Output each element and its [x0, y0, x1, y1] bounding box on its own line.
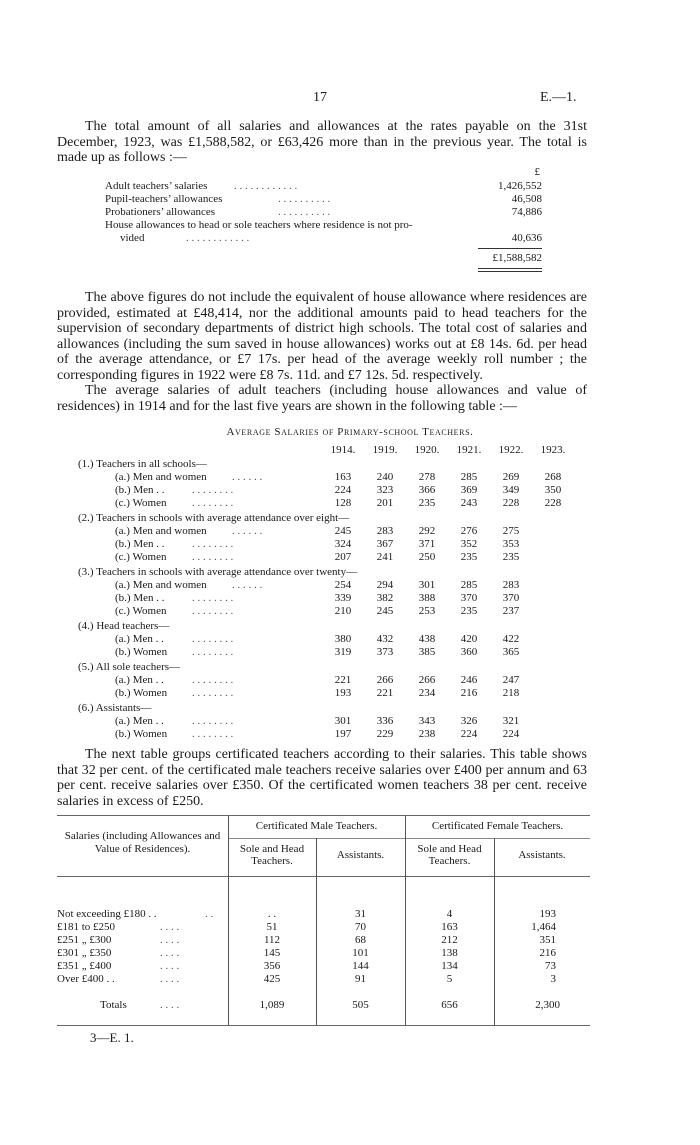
sub-header: Sole and Head Teachers.	[417, 843, 482, 867]
cell: 301	[418, 579, 436, 591]
cell: 193	[334, 687, 352, 699]
cell: 221	[376, 687, 394, 699]
row-label: (a.) Men . .	[115, 633, 164, 645]
cell: 73	[545, 960, 556, 972]
cell: 243	[460, 497, 478, 509]
row-label: (b.) Women	[115, 728, 168, 740]
leader-dots: . . . . . .	[232, 471, 263, 483]
row-label: (c.) Women	[115, 605, 167, 617]
leader-dots: . . . . . . . . . .	[278, 206, 331, 218]
row-label: (c.) Women	[115, 551, 167, 563]
paragraph-certificated-teachers: The next table groups certificated teachers according to their salaries. This table shows that 32 per cent. of the certificated male teachers receive salaries over £400 per annum and 63 per cent. receive salaries over £350. Of the certificated women teachers 38 per cent. receive salaries in excess of £250.	[57, 747, 587, 809]
cell: 343	[418, 715, 436, 727]
cell: 294	[376, 579, 394, 591]
cell: . .	[267, 908, 277, 920]
row-label: (a.) Men and women	[115, 525, 207, 537]
row-label: (b.) Men . .	[115, 538, 165, 550]
row-label: (a.) Men . .	[115, 674, 164, 686]
group-heading: (6.) Assistants—	[78, 702, 152, 714]
currency-symbol: £	[534, 166, 540, 178]
cell: 425	[263, 973, 281, 985]
year-header: 1923.	[540, 444, 566, 456]
cell: 51	[266, 921, 278, 933]
cell: 68	[355, 934, 366, 946]
row-label: (b.) Women	[115, 646, 168, 658]
page-number: 17	[313, 90, 327, 105]
salary-column-header: Salaries (including Allowances and Value of Residences).	[64, 830, 221, 855]
cell: 224	[502, 728, 520, 740]
year-header: 1920.	[414, 444, 440, 456]
cell: 250	[418, 551, 436, 563]
leader-dots: . . . . . . . .	[192, 674, 234, 686]
cell: 216	[539, 947, 556, 959]
leader-dots: . . . . . . . .	[192, 551, 234, 563]
group-heading: (5.) All sole teachers—	[78, 661, 181, 673]
table-top-rule	[57, 815, 590, 816]
cell: 163	[441, 921, 458, 933]
leader-dots: . . . . . . . . . .	[278, 193, 331, 205]
cell: 212	[441, 934, 458, 946]
cell: 224	[334, 484, 352, 496]
breakdown-label: House allowances to head or sole teachers where residence is not pro-	[105, 219, 413, 231]
leader-dots: . . . .	[160, 960, 180, 972]
leader-dots: . . . . . .	[232, 525, 263, 537]
cell: 269	[502, 471, 520, 483]
cell: 5	[446, 973, 453, 985]
cell: 247	[502, 674, 520, 686]
leader-dots: . . . . . . . . . . . .	[186, 232, 250, 244]
cell: 4	[446, 908, 453, 920]
leader-dots: . . . . . . . .	[192, 592, 234, 604]
cell: 1,464	[531, 921, 556, 933]
totals-label: Totals	[100, 999, 127, 1011]
cell: 241	[376, 551, 394, 563]
salary-range-label: Over £400 . .	[57, 973, 115, 985]
leader-dots: . . . .	[160, 934, 180, 946]
total-cell: 1,089	[259, 999, 285, 1011]
cell: 323	[376, 484, 394, 496]
cell: 144	[352, 960, 369, 972]
salary-range-label: £181 to £250	[57, 921, 116, 933]
cell: 356	[263, 960, 281, 972]
cell: 266	[376, 674, 394, 686]
row-label: (b.) Men . .	[115, 592, 165, 604]
cell: 276	[460, 525, 478, 537]
row-label: (a.) Men . .	[115, 715, 164, 727]
total-cell: 505	[352, 999, 369, 1011]
cell: 193	[539, 908, 556, 920]
table-mid-rule	[228, 838, 590, 839]
sub-header: Assistants.	[336, 849, 385, 861]
cell: 134	[441, 960, 458, 972]
leader-dots: . . . . . . . .	[192, 715, 234, 727]
cell: 138	[441, 947, 458, 959]
cell: 197	[334, 728, 352, 740]
cell: 245	[334, 525, 352, 537]
cell: 285	[460, 579, 478, 591]
cell: 283	[376, 525, 394, 537]
cell: 224	[460, 728, 478, 740]
cell: 128	[334, 497, 352, 509]
cell: 91	[355, 973, 366, 985]
cell: 3	[550, 973, 556, 985]
sum-rule	[478, 248, 542, 249]
cell: 367	[376, 538, 394, 550]
salary-range-label: Not exceeding £180 . .	[57, 908, 157, 920]
cell: 70	[355, 921, 366, 933]
paragraph-average-salaries: The average salaries of adult teachers (including house allowances and value of residences) in 1914 and for the last five years are shown in the following table :—	[57, 383, 587, 414]
cell: 351	[539, 934, 556, 946]
cell: 238	[418, 728, 436, 740]
breakdown-total: £1,588,582	[492, 252, 542, 264]
group-heading: (2.) Teachers in schools with average attendance over eight—	[78, 512, 350, 524]
cell: 31	[355, 908, 366, 920]
cell: 235	[502, 551, 520, 563]
cell: 422	[502, 633, 520, 645]
cell: 245	[376, 605, 394, 617]
cell: 366	[418, 484, 436, 496]
cell: 228	[502, 497, 520, 509]
row-label: (b.) Men . .	[115, 484, 165, 496]
cell: 228	[544, 497, 562, 509]
leader-dots: . . . . . .	[232, 579, 263, 591]
row-label: (a.) Men and women	[115, 579, 207, 591]
cell: 388	[418, 592, 436, 604]
leader-dots: . . . .	[160, 973, 180, 985]
cell: 292	[418, 525, 436, 537]
breakdown-amount: 40,636	[511, 232, 542, 244]
leader-dots: . . . . . . . .	[192, 484, 234, 496]
salary-range-label: £301 „ £350	[57, 947, 112, 959]
cell: 201	[376, 497, 394, 509]
group-heading: (3.) Teachers in schools with average attendance over twenty—	[78, 566, 358, 578]
cell: 370	[460, 592, 478, 604]
cell: 101	[352, 947, 369, 959]
cell: 210	[334, 605, 352, 617]
leader-dots: . . . . . . . .	[192, 646, 234, 658]
cell: 283	[502, 579, 520, 591]
cell: 145	[263, 947, 281, 959]
cell: 326	[460, 715, 478, 727]
cell: 234	[418, 687, 436, 699]
male-teachers-header: Certificated Male Teachers.	[255, 820, 378, 832]
cell: 339	[334, 592, 352, 604]
year-header: 1919.	[372, 444, 398, 456]
cell: 112	[263, 934, 281, 946]
cell: 371	[418, 538, 436, 550]
cell: 420	[460, 633, 478, 645]
double-rule	[478, 268, 542, 269]
cell: 207	[334, 551, 352, 563]
cell: 163	[334, 471, 352, 483]
table-bottom-rule	[57, 1025, 590, 1026]
group-heading: (1.) Teachers in all schools—	[78, 458, 207, 470]
breakdown-label: Pupil-teachers’ allowances	[105, 193, 223, 205]
cell: 237	[502, 605, 520, 617]
document-code: E.—1.	[540, 90, 577, 105]
female-teachers-header: Certificated Female Teachers.	[431, 820, 564, 832]
cell: 221	[334, 674, 352, 686]
breakdown-amount: 1,426,552	[498, 180, 542, 192]
breakdown-label-continued: vided	[120, 232, 145, 244]
cell: 365	[502, 646, 520, 658]
cell: 352	[460, 538, 478, 550]
year-header: 1922.	[498, 444, 524, 456]
breakdown-amount: 46,508	[511, 193, 542, 205]
cell: 268	[544, 471, 562, 483]
double-rule	[478, 271, 542, 272]
cell: 370	[502, 592, 520, 604]
year-header: 1921.	[456, 444, 482, 456]
paragraph-total-salaries: The total amount of all salaries and allowances at the rates payable on the 31st December, 1923, was £1,588,582, or £63,426 more than in the previous year. The total is made up as follows :—	[57, 119, 587, 165]
cell: 321	[502, 715, 520, 727]
cell: 438	[418, 633, 436, 645]
leader-dots: . . . . . . . .	[192, 633, 234, 645]
cell: 360	[460, 646, 478, 658]
leader-dots: . . . . . . . .	[192, 605, 234, 617]
cell: 353	[502, 538, 520, 550]
leader-dots: . . . . . . . . . . . .	[234, 180, 298, 192]
cell: 382	[376, 592, 394, 604]
cell: 369	[460, 484, 478, 496]
breakdown-label: Probationers’ allowances	[105, 206, 216, 218]
breakdown-amount: 74,886	[511, 206, 542, 218]
leader-dots: . . . . . . . .	[192, 728, 234, 740]
cell: 254	[334, 579, 352, 591]
total-cell: 2,300	[535, 999, 560, 1011]
cell: 278	[418, 471, 436, 483]
table-header-rule	[57, 876, 590, 877]
group-heading: (4.) Head teachers—	[78, 620, 170, 632]
row-label: (c.) Women	[115, 497, 167, 509]
cell: 285	[460, 471, 478, 483]
cell: 218	[502, 687, 520, 699]
leader-dots: . . . . . . . .	[192, 538, 234, 550]
cell: 385	[418, 646, 436, 658]
leader-dots: . . . .	[160, 999, 180, 1011]
table-title: Average Salaries of Primary-school Teachers.	[226, 426, 474, 438]
cell: 319	[334, 646, 352, 658]
cell: 349	[502, 484, 520, 496]
sub-header: Sole and Head Teachers.	[239, 843, 305, 867]
cell: 432	[376, 633, 394, 645]
cell: 373	[376, 646, 394, 658]
total-cell: 656	[441, 999, 458, 1011]
leader-dots: . .	[205, 908, 214, 920]
cell: 216	[460, 687, 478, 699]
paragraph-house-allowance: The above figures do not include the equivalent of house allowance where residences are provided, estimated at £48,414, nor the additional amounts paid to head teachers for the supervision of secondary departments of district high schools. The total cost of salaries and allowances (including the sum saved in house allowances) works out at £8 14s. 6d. per head of the average attendance, or £7 17s. per head of the average weekly roll number ; the corresponding figures in 1922 were £8 7s. 11d. and £7 12s. 5d. respectively.	[57, 290, 587, 383]
cell: 235	[460, 605, 478, 617]
cell: 246	[460, 674, 478, 686]
leader-dots: . . . . . . . .	[192, 497, 234, 509]
cell: 235	[418, 497, 436, 509]
cell: 275	[502, 525, 520, 537]
salary-range-label: £251 „ £300	[57, 934, 112, 946]
leader-dots: . . . .	[160, 947, 180, 959]
cell: 253	[418, 605, 436, 617]
breakdown-label: Adult teachers’ salaries	[105, 180, 208, 192]
sub-header: Assistants.	[518, 849, 566, 861]
row-label: (b.) Women	[115, 687, 168, 699]
cell: 380	[334, 633, 352, 645]
cell: 235	[460, 551, 478, 563]
cell: 240	[376, 471, 394, 483]
leader-dots: . . . . . . . .	[192, 687, 234, 699]
cell: 301	[334, 715, 352, 727]
cell: 350	[544, 484, 562, 496]
signature-mark: 3—E. 1.	[90, 1030, 134, 1045]
cell: 324	[334, 538, 352, 550]
cell: 266	[418, 674, 436, 686]
cell: 229	[376, 728, 394, 740]
year-header: 1914.	[330, 444, 356, 456]
leader-dots: . . . .	[160, 921, 180, 933]
cell: 336	[376, 715, 394, 727]
row-label: (a.) Men and women	[115, 471, 207, 483]
salary-range-label: £351 „ £400	[57, 960, 112, 972]
